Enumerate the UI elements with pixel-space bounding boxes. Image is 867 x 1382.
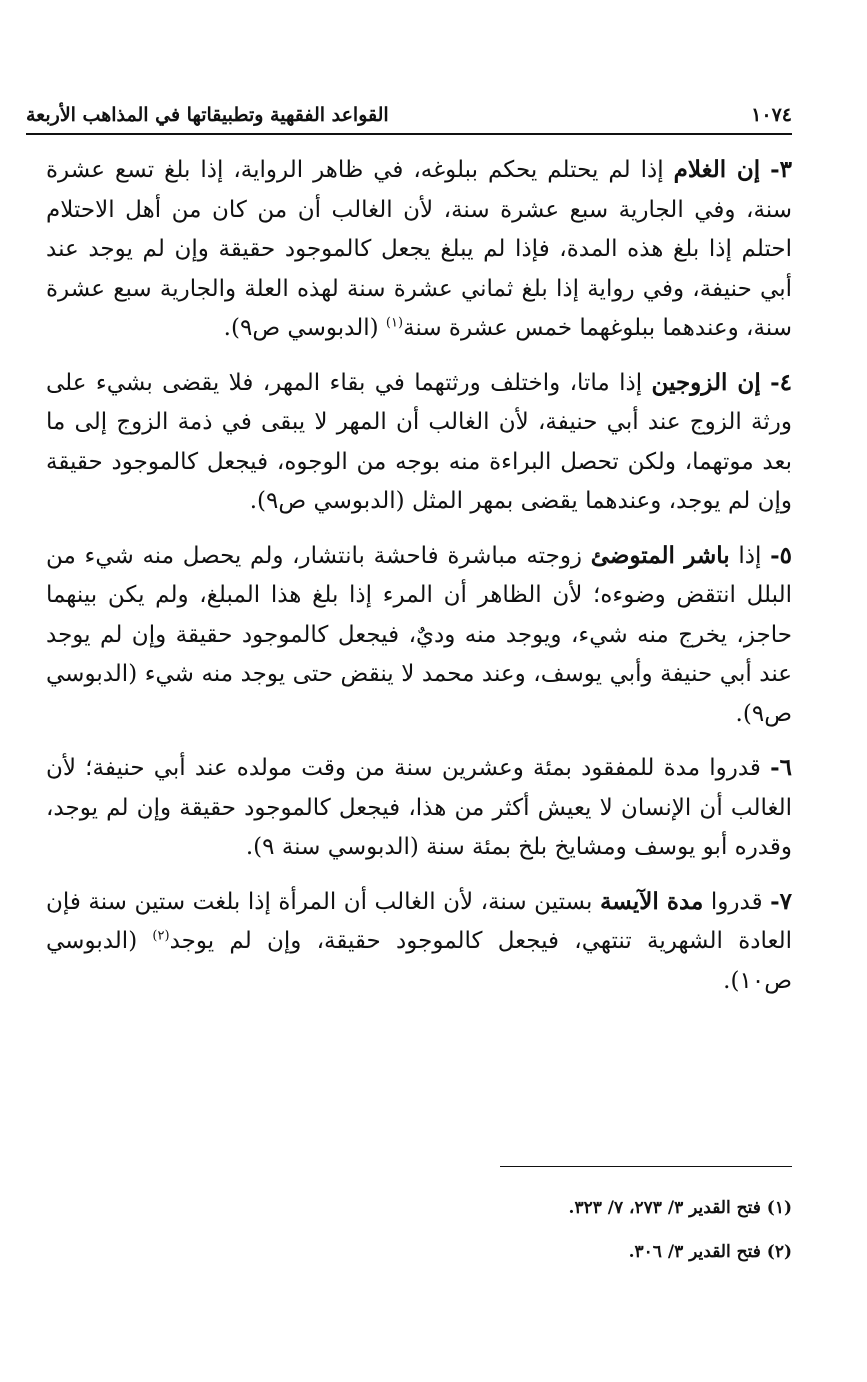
paragraph-number: ٣- [770,156,793,183]
paragraph-5 [46,536,792,735]
paragraph-lead [761,370,770,396]
footnote-ref: (٢) [152,928,170,944]
paragraph-lead [760,157,770,183]
paragraph-number: ٥- [770,541,792,569]
paragraph-lead: قدروا [703,888,771,915]
footnote-2: (٢) فتح القدير ٣/ ٣٠٦. [628,1242,792,1262]
paragraph-lead: إذا [729,542,771,569]
paragraph-lead [761,755,770,781]
paragraph-4 [46,363,792,522]
paragraph-term: إن الزوجين [651,368,761,396]
paragraph-text: إذا لم يحتلم يحكم ببلوغه، في ظاهر الرواية، إذا بلغ تسع عشرة سنة، وفي الجارية سبع عشرة سنة، لأن الغالب أن من كان من أهل الاحتلام احتلم إذا بلغ هذه المدة، فإذا لم يبلغ يجعل كالموجود حقيقة وإن لم يوجد عند أبي حنيفة، وفي رواية إذا بلغ ثماني عشرة سنة لهذه العلة والجارية سبع عشرة سنة، وعندهما ببلوغهما خمس عشرة سنة [46,157,792,341]
paragraph-text: بستين سنة، لأن الغالب أن المرأة إذا بلغت ستين سنة فإن العادة الشهرية تنتهي، فيجعل كالموجود حقيقة، وإن لم يوجد [46,888,792,954]
footnotes [300,1186,792,1274]
paragraph-text: قدروا مدة للمفقود بمئة وعشرين سنة من وقت مولده عند أبي حنيفة؛ لأن الغالب أن الإنسان لا يعيش أكثر من هذا، فيجعل كالموجود حقيقة وإن لم يوجد، وقدره أبو يوسف ومشايخ بلخ بمئة سنة (الدبوسي سنة ٩). [46,755,792,860]
main-text [46,150,792,1015]
header-rule [26,133,792,135]
paragraph-number: ٧- [770,887,792,915]
footnote-rule [500,1166,792,1167]
paragraph-number: ٤- [770,368,792,396]
paragraph-term: باشر المتوضئ [590,541,730,569]
footnote-1: (١) فتح القدير ٣/ ٢٧٣، ٧/ ٣٢٣. [568,1198,792,1218]
page-header [26,92,792,126]
paragraph-6 [46,748,792,868]
paragraph-number: ٦- [770,754,792,781]
footnote-ref: (١) [385,315,404,331]
paragraph-7 [46,882,792,1002]
paragraph-term: مدة الآيسة [599,887,704,915]
paragraph-tail: (الدبوسي ص٩). [223,315,386,341]
paragraph-tail: (الدبوسي ص١٠). [46,928,792,994]
paragraph-text: زوجته مباشرة فاحشة بانتشار، ولم يحصل منه شيء من البلل انتقض وضوءه؛ لأن الظاهر أن المرء إذا بلغ هذا المبلغ، ولم يكن بينهما حاجز، يخرج منه شيء، ويوجد منه وديٌ، فيجعل كالموجود حقيقة وإن لم يوجد عند أبي حنيفة وأبي يوسف، وعند محمد لا ينقض حتى يوجد منه شيء (الدبوسي ص٩). [46,542,792,727]
page-number: ١٠٧٤ [751,104,792,126]
paragraph-term: إن الغلام [673,156,761,183]
paragraph-3 [46,150,792,349]
paragraph-text: إذا ماتا، واختلف ورثتهما في بقاء المهر، فلا يقضى بشيء على ورثة الزوج عند أبي حنيفة، لأن الغالب أن المهر لا يبقى في ذمة الزوج إلى ما بعد موتهما، ولكن تحصل البراءة منه بوجه من الوجوه، فيجعل كالموجود حقيقة وإن لم يوجد، وعندهما يقضى بمهر المثل (الدبوسي ص٩). [46,369,792,514]
running-title: القواعد الفقهية وتطبيقاتها في المذاهب الأربعة [26,104,389,126]
